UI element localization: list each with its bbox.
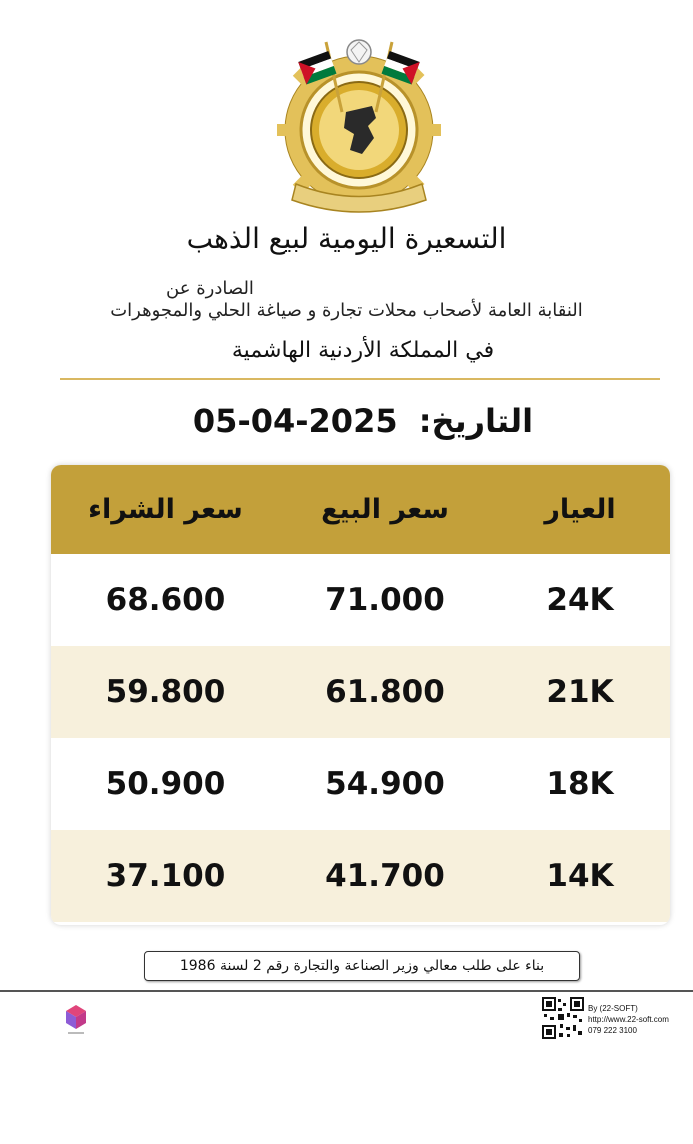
column-header-buy: سعر الشراء: [88, 494, 243, 525]
date-row: [0, 402, 693, 440]
column-header-sell: سعر البيع: [321, 494, 449, 525]
cube-logo-icon: [64, 1003, 88, 1037]
syndicate-name: النقابة العامة لأصحاب محلات تجارة و صياغة الحلي والمجوهرات: [110, 300, 583, 321]
table-row: [51, 830, 670, 922]
karat-cell: 21K: [546, 674, 614, 710]
sell-price-cell: 41.700: [325, 858, 445, 894]
buy-price-cell: 50.900: [105, 766, 226, 802]
column-header-karat: العيار: [544, 494, 616, 525]
table-header: [51, 465, 670, 554]
decree-note: بناء على طلب معالي وزير الصناعة والتجارة رقم 2 لسنة 1986: [144, 951, 580, 981]
vendor-name: By (22-SOFT): [588, 1004, 638, 1013]
sell-price-cell: 61.800: [325, 674, 445, 710]
karat-cell: 24K: [546, 582, 614, 618]
table-row: [51, 554, 670, 646]
vendor-url[interactable]: http://www.22-soft.com: [588, 1015, 669, 1024]
page-title: التسعيرة اليومية لبيع الذهب: [186, 222, 507, 255]
sell-price-cell: 54.900: [325, 766, 445, 802]
buy-price-cell: 59.800: [105, 674, 226, 710]
buy-price-cell: 68.600: [105, 582, 226, 618]
karat-cell: 18K: [546, 766, 614, 802]
issued-by-label: الصادرة عن: [166, 278, 254, 299]
table-row: [51, 646, 670, 738]
date-value: 05-04-2025: [192, 402, 398, 440]
syndicate-logo: [276, 34, 442, 220]
table-row: [51, 738, 670, 830]
price-table: [51, 465, 670, 925]
vendor-phone: 079 222 3100: [588, 1026, 637, 1035]
qr-code-icon: [542, 997, 584, 1039]
buy-price-cell: 37.100: [105, 858, 226, 894]
header-divider: [60, 378, 660, 380]
karat-cell: 14K: [546, 858, 614, 894]
footer-divider: [0, 990, 693, 992]
kingdom-name: في المملكة الأردنية الهاشمية: [231, 338, 495, 363]
jordan-gold-syndicate-emblem-icon: [276, 34, 442, 220]
vendor-credits: [588, 1003, 669, 1036]
sell-price-cell: 71.000: [325, 582, 445, 618]
date-label: التاريخ:: [418, 402, 534, 440]
